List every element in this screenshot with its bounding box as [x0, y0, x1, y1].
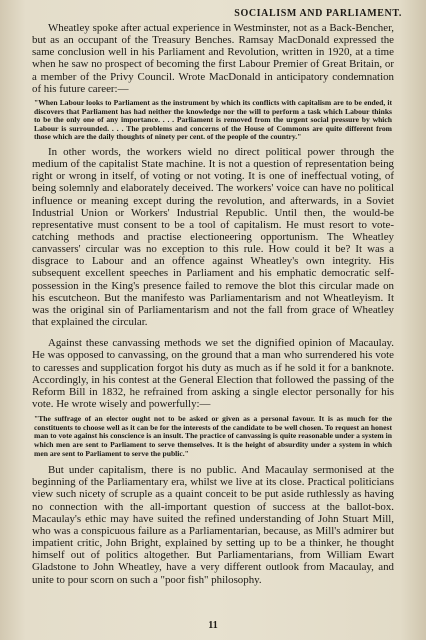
paragraph-macaulay-canvassing: Against these canvassing methods we set the dignified opinion of Macaulay. He was opposed to canvassing, on the ground that a man who surrendered his vote to caresses and supplication forgot his duty as much as if he sold it for a banknote. Accordingly, in his contest at the General Election that followed the passing of the Reform Bill in 1832, he refrained from asking a single elector personally for his vote. He wrote wisely and powerfully:—	[32, 337, 394, 411]
page-number: 11	[208, 620, 218, 631]
paragraph-wheatley-macdonald: Wheatley spoke after actual experience in Westminster, not as a Back-Bencher, but as an occupant of the Treasury Benches. Ramsay MacDonald expressed the same conclusion well in his Parliament and Revolution, written in 1920, at a time when he saw no prospect of becoming the first Labour Premier of Great Britain, or a member of the Privy Council. Wrote MacDonald in anticipatory condemnation of his future career:—	[32, 22, 394, 95]
macaulay-quotation: "The suffrage of an elector ought not to be asked or given as a personal favour. It is as much for the constituents to choose well as it can be for the interests of the candidate to be well chosen. To request an honest man to vote against his conscience is an insult. The practice of canvassing is quite reasonable under a system in which men are sent to Parliament to serve themselves. It is the height of absurdity under a system in which men are sent to Parliament to serve the public."	[34, 414, 392, 458]
paragraph-political-power: In other words, the workers wield no direct political power through the medium of the capitalist State machine. It is not a question of representation being right or wrong in itself, of voting or not voting. It is one of ineffectual voting, of being solemnly and elaborately deceived. The workers' voice can have no political influence or meaning except during the revolution, and afterwards, in a Soviet Industrial Union or Workers' Industrial Republic. Until then, the would-be representative must consent to be a tool of capitalism. He must resort to vote-catching methods and practise electioneering opportunism. The Wheatley canvassers' circular was no exception to this rule. How could it be? It was a disgrace to Labour and an offence against Wheatley's own integrity. His subsequent excellent speeches in Parliament and his emphatic democratic self-possession in the King's presence failed to remove the blot this circular made on his escutcheon. But the manifesto was Parliamentarism and not Wheatleyism. It was the original sin of Parliamentarism and not the fall from grace of Wheatley that explained the circular.	[32, 145, 394, 329]
paragraph-no-public: But under capitalism, there is no public. And Macaulay sermonised at the beginning of the Parliamentary era, whilst we live at its close. Practical politicians view such nicety of scruple as a quaint conceit to be put aside ruthlessly as having no connection with the all-important question of success at the ballot-box. Macaulay's ethic may have suited the refined understanding of John Stuart Mill, who was a conspicuous failure as a Parliamentarian, because, as Mill's admirer but impatient critic, John Bright, explained by setting up to be a thinker, he thought himself out of politics altogether. But Parliamentarians, from William Ewart Gladstone to John Wheatley, have a very different outlook from Macaulay, and unite to pour scorn on such a "poor fish" philosophy.	[32, 464, 394, 586]
macdonald-quotation: "When Labour looks to Parliament as the instrument by which its conflicts with capitalism are to be ended, it discovers that Parliament has had neither the knowledge nor the will to perform a task which Labour thinks to be the only one of any importance. . . . Parliament is removed from the urgent social pressure by which Labour is surrounded. . . . The problems and concerns of the House of Commons are quite different from those which are the daily thoughts of ninety per cent. of the people of the country."	[34, 97, 392, 142]
page-body	[32, 22, 394, 586]
running-header: SOCIALISM AND PARLIAMENT.	[234, 8, 402, 19]
